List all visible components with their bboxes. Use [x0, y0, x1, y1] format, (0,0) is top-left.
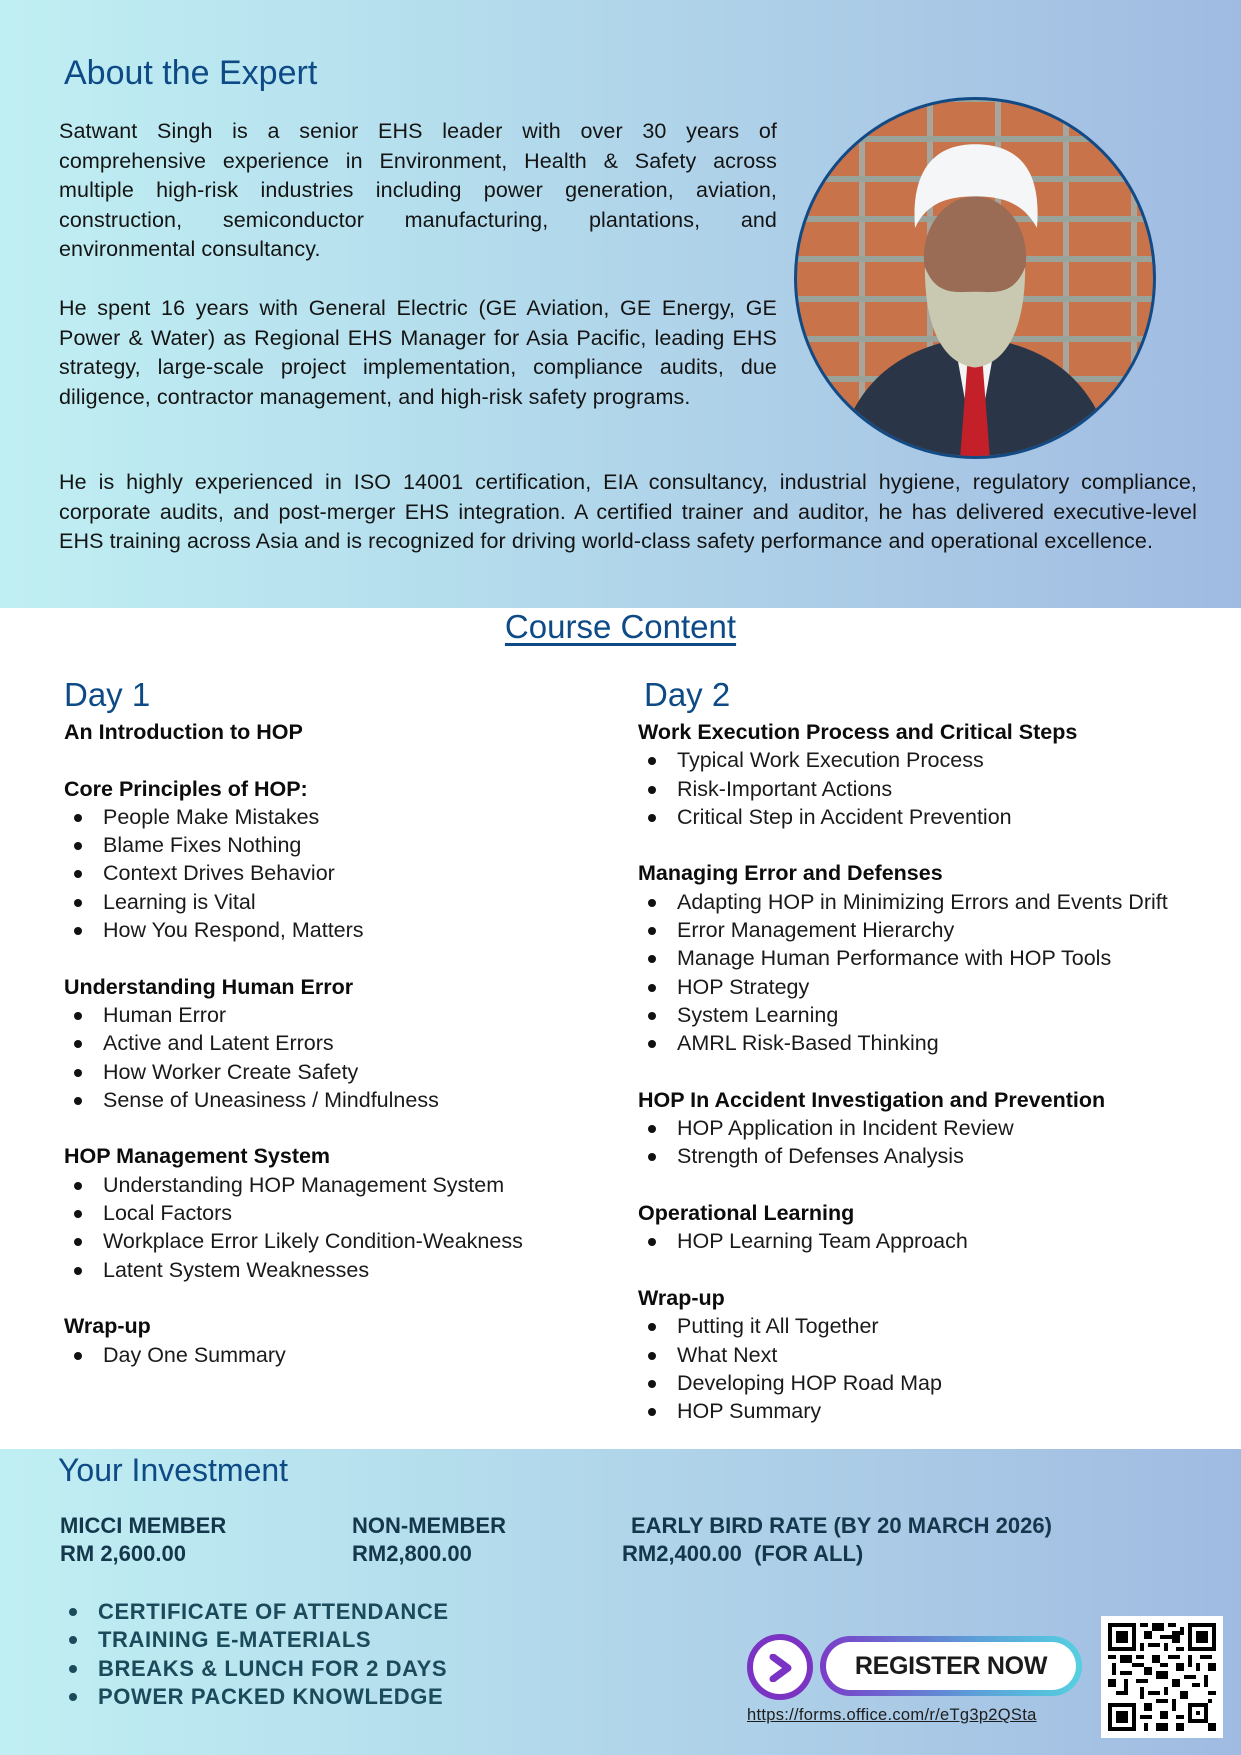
section-items — [638, 888, 1238, 1058]
benefit-item: CERTIFICATE OF ATTENDANCE — [66, 1598, 449, 1626]
section-heading: Wrap-up — [638, 1285, 725, 1310]
day-1-content — [64, 718, 604, 1369]
price-non-member — [352, 1512, 506, 1568]
price-value: RM2,800.00 — [352, 1541, 472, 1566]
list-item: Sense of Uneasiness / Mindfulness — [64, 1086, 604, 1114]
chevron-right-icon — [768, 1654, 794, 1682]
price-value: RM2,400.00 (FOR ALL) — [622, 1541, 864, 1566]
registration-link[interactable]: https://forms.office.com/r/eTg3p2QSta — [747, 1706, 1037, 1724]
price-label: EARLY BIRD RATE (BY 20 MARCH 2026) — [631, 1513, 1052, 1538]
price-early-bird — [622, 1512, 1052, 1568]
list-item: HOP Strategy — [638, 973, 1238, 1001]
benefits-list — [66, 1598, 449, 1711]
list-item: Workplace Error Likely Condition-Weakness — [64, 1227, 604, 1255]
qr-code-icon[interactable] — [1101, 1616, 1223, 1738]
list-item: HOP Summary — [638, 1397, 1238, 1425]
list-item: People Make Mistakes — [64, 803, 604, 831]
investment-title: Your Investment — [58, 1452, 289, 1488]
portrait-figure-icon — [797, 100, 1153, 456]
section-items — [638, 1227, 1238, 1255]
benefit-item: TRAINING E-MATERIALS — [66, 1626, 449, 1654]
section-heading: Wrap-up — [64, 1314, 151, 1339]
register-now-button[interactable] — [820, 1636, 1082, 1696]
list-item: HOP Learning Team Approach — [638, 1227, 1238, 1255]
list-item: What Next — [638, 1341, 1238, 1369]
list-item: Understanding HOP Management System — [64, 1171, 604, 1199]
qr-pattern-icon — [1108, 1623, 1216, 1731]
section-items — [638, 1312, 1238, 1425]
list-item: Day One Summary — [64, 1341, 604, 1369]
day-2-title: Day 2 — [644, 676, 731, 713]
section-items — [64, 1341, 604, 1369]
list-item: System Learning — [638, 1001, 1238, 1029]
list-item: Human Error — [64, 1001, 604, 1029]
list-item: Local Factors — [64, 1199, 604, 1227]
section-heading: HOP In Accident Investigation and Prevention — [638, 1087, 1106, 1112]
list-item: Error Management Hierarchy — [638, 916, 1238, 944]
course-content-title: Course Content — [504, 608, 737, 645]
section-items — [64, 1171, 604, 1284]
list-item: How Worker Create Safety — [64, 1058, 604, 1086]
about-paragraph: He spent 16 years with General Electric (GE Aviation, GE Energy, GE Power & Water) as Regional EHS Manager for Asia Pacific, leading EHS strategy, large-scale project implementation, compliance audits, due diligence, contractor management, and high-risk safety programs. — [59, 296, 777, 409]
list-item: Putting it All Together — [638, 1312, 1238, 1340]
section-heading: Understanding Human Error — [64, 974, 354, 999]
list-item: Critical Step in Accident Prevention — [638, 803, 1238, 831]
list-item: Developing HOP Road Map — [638, 1369, 1238, 1397]
list-item: Adapting HOP in Minimizing Errors and Events Drift — [638, 888, 1238, 916]
section-items — [64, 803, 604, 944]
about-title: About the Expert — [64, 54, 318, 92]
benefit-item: POWER PACKED KNOWLEDGE — [66, 1683, 449, 1711]
list-item: How You Respond, Matters — [64, 916, 604, 944]
about-paragraph: He is highly experienced in ISO 14001 certification, EIA consultancy, industrial hygiene, regulatory compliance, corporate audits, and post-merger EHS integration. A certified trainer and auditor, he has delivered executive-level EHS training across Asia and is recognized for driving world-class safety performance and operational excellence. — [59, 470, 1197, 553]
price-value: RM 2,600.00 — [60, 1541, 186, 1566]
section-heading: Core Principles of HOP: — [64, 776, 308, 801]
section-heading: Managing Error and Defenses — [638, 861, 943, 886]
list-item: HOP Application in Incident Review — [638, 1114, 1238, 1142]
day-2-content — [638, 718, 1238, 1425]
list-item: AMRL Risk-Based Thinking — [638, 1029, 1238, 1057]
register-arrow-button[interactable] — [747, 1634, 813, 1700]
about-paragraph: Satwant Singh is a senior EHS leader with over 30 years of comprehensive experience in Environment, Health & Safety across multiple high-risk industries including power generation, aviation, construction, semiconductor manufacturing, plantations, and environmental consultancy. — [59, 119, 777, 261]
list-item: Manage Human Performance with HOP Tools — [638, 944, 1238, 972]
section-heading: Operational Learning — [638, 1201, 855, 1226]
list-item: Blame Fixes Nothing — [64, 831, 604, 859]
day-1-title: Day 1 — [64, 676, 151, 713]
list-item: Typical Work Execution Process — [638, 746, 1238, 774]
price-label: NON-MEMBER — [352, 1513, 506, 1538]
section-items — [638, 1114, 1238, 1171]
list-item: Learning is Vital — [64, 888, 604, 916]
price-label: MICCI MEMBER — [60, 1513, 227, 1538]
day-1-intro: An Introduction to HOP — [64, 720, 303, 744]
list-item: Active and Latent Errors — [64, 1029, 604, 1057]
benefit-item: BREAKS & LUNCH FOR 2 DAYS — [66, 1655, 449, 1683]
expert-portrait-icon — [794, 97, 1156, 459]
list-item: Latent System Weaknesses — [64, 1256, 604, 1284]
list-item: Strength of Defenses Analysis — [638, 1142, 1238, 1170]
section-heading: Work Execution Process and Critical Steps — [638, 720, 1078, 744]
list-item: Context Drives Behavior — [64, 859, 604, 887]
register-now-label[interactable]: REGISTER NOW — [826, 1642, 1076, 1690]
section-items — [638, 746, 1238, 831]
price-micci-member — [60, 1512, 226, 1568]
section-items — [64, 1001, 604, 1114]
section-heading: HOP Management System — [64, 1144, 331, 1169]
list-item: Risk-Important Actions — [638, 775, 1238, 803]
